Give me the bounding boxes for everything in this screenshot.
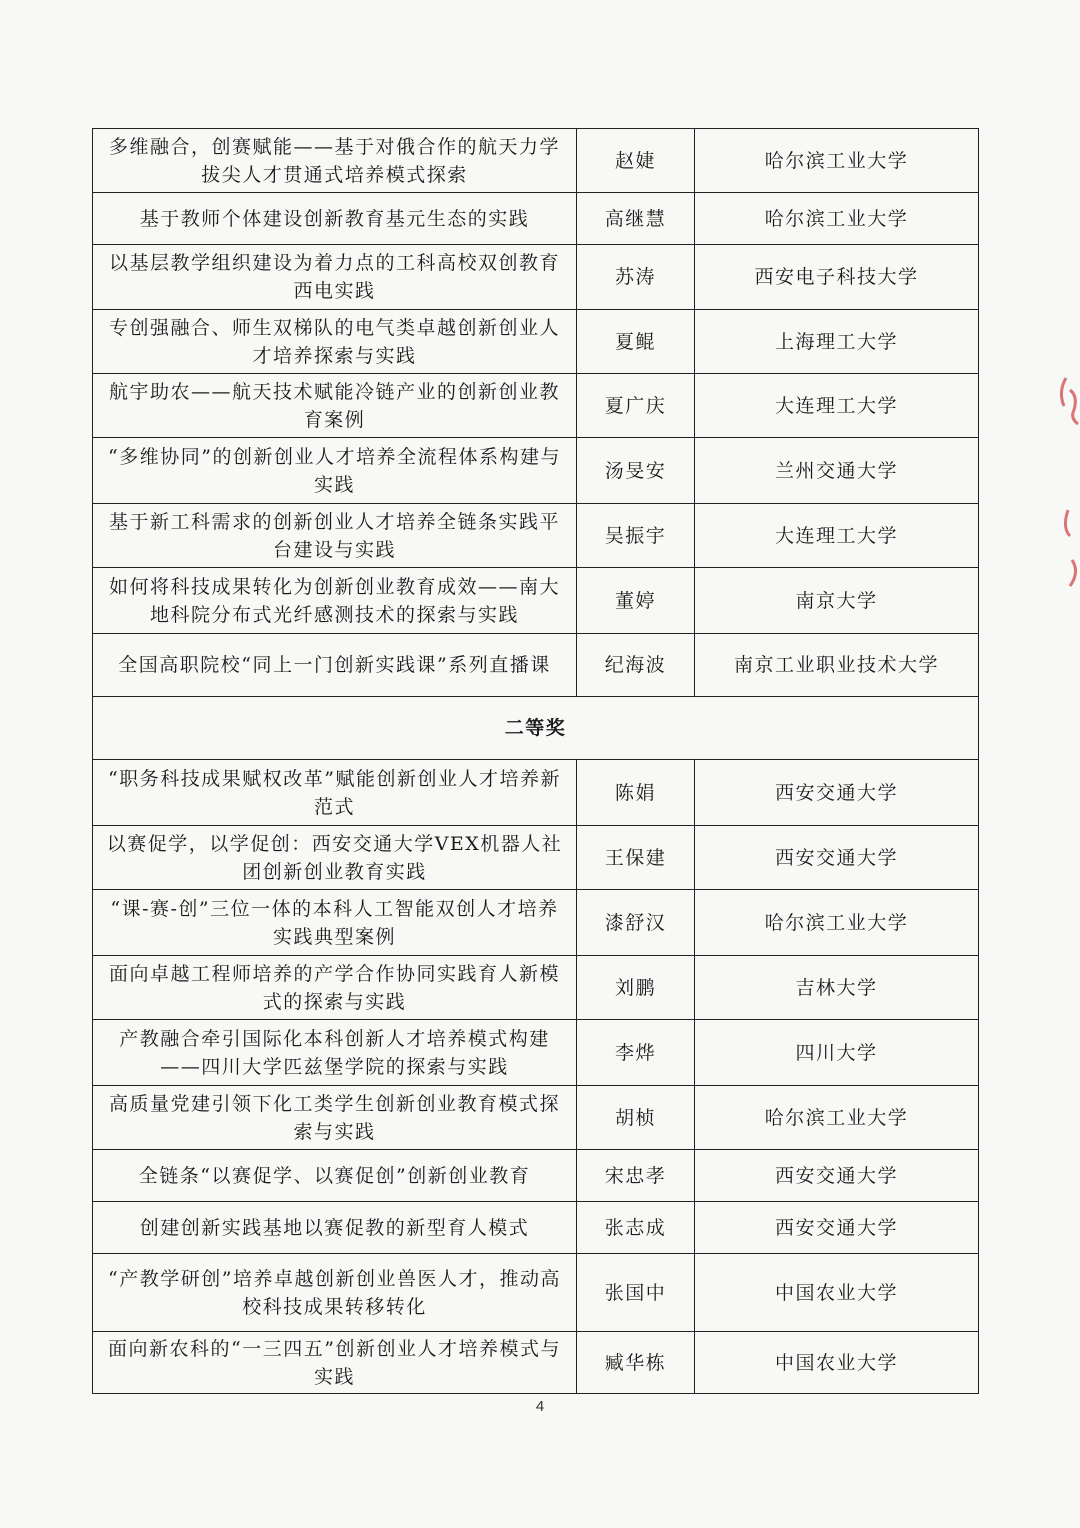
- person-name-cell: 刘鹏: [577, 956, 695, 1020]
- section-header-row: [93, 697, 979, 760]
- page-number: 4: [535, 1398, 545, 1415]
- university-cell: 西安交通大学: [695, 760, 979, 826]
- project-title-cell: 面向新农科的“一三四五”创新创业人才培养模式与实践: [93, 1332, 577, 1394]
- university-cell: 哈尔滨工业大学: [695, 890, 979, 956]
- project-title-cell: “产教学研创”培养卓越创新创业兽医人才，推动高校科技成果转移转化: [93, 1254, 577, 1332]
- project-title-cell: 创建创新实践基地以赛促教的新型育人模式: [93, 1202, 577, 1254]
- university-cell: 西安电子科技大学: [695, 245, 979, 310]
- person-name-cell: 王保建: [577, 826, 695, 890]
- person-name-cell: 赵婕: [577, 129, 695, 193]
- table-row: [93, 193, 979, 245]
- table-row: [93, 1332, 979, 1394]
- project-title-cell: 航宇助农——航天技术赋能冷链产业的创新创业教育案例: [93, 374, 577, 438]
- project-title-cell: 全链条“以赛促学、以赛促创”创新创业教育: [93, 1150, 577, 1202]
- project-title-cell: “多维协同”的创新创业人才培养全流程体系构建与实践: [93, 438, 577, 504]
- table-row: [93, 568, 979, 634]
- university-cell: 吉林大学: [695, 956, 979, 1020]
- person-name-cell: 宋忠孝: [577, 1150, 695, 1202]
- project-title-cell: 专创强融合、师生双梯队的电气类卓越创新创业人才培养探索与实践: [93, 310, 577, 374]
- project-title-cell: 以赛促学，以学促创：西安交通大学VEX机器人社团创新创业教育实践: [93, 826, 577, 890]
- project-title-cell: “课-赛-创”三位一体的本科人工智能双创人才培养实践典型案例: [93, 890, 577, 956]
- university-cell: 南京大学: [695, 568, 979, 634]
- project-title-cell: 产教融合牵引国际化本科创新人才培养模式构建——四川大学匹兹堡学院的探索与实践: [93, 1020, 577, 1086]
- project-title-cell: 面向卓越工程师培养的产学合作协同实践育人新模式的探索与实践: [93, 956, 577, 1020]
- person-name-cell: 苏涛: [577, 245, 695, 310]
- university-cell: 中国农业大学: [695, 1254, 979, 1332]
- person-name-cell: 董婷: [577, 568, 695, 634]
- table-row: [93, 1254, 979, 1332]
- university-cell: 西安交通大学: [695, 1202, 979, 1254]
- university-cell: 中国农业大学: [695, 1332, 979, 1394]
- person-name-cell: 张志成: [577, 1202, 695, 1254]
- table-row: [93, 129, 979, 193]
- table-row: [93, 760, 979, 826]
- person-name-cell: 臧华栋: [577, 1332, 695, 1394]
- project-title-cell: 多维融合，创赛赋能——基于对俄合作的航天力学拔尖人才贯通式培养模式探索: [93, 129, 577, 193]
- table-row: [93, 1086, 979, 1150]
- seal-stamp-fragment: [1040, 360, 1080, 600]
- person-name-cell: 陈娟: [577, 760, 695, 826]
- project-title-cell: 高质量党建引领下化工类学生创新创业教育模式探索与实践: [93, 1086, 577, 1150]
- person-name-cell: 李烨: [577, 1020, 695, 1086]
- project-title-cell: 以基层教学组织建设为着力点的工科高校双创教育西电实践: [93, 245, 577, 310]
- university-cell: 大连理工大学: [695, 374, 979, 438]
- project-title-cell: 基于教师个体建设创新教育基元生态的实践: [93, 193, 577, 245]
- university-cell: 兰州交通大学: [695, 438, 979, 504]
- university-cell: 哈尔滨工业大学: [695, 1086, 979, 1150]
- table-row: [93, 245, 979, 310]
- awards-table-body: [93, 129, 979, 1394]
- person-name-cell: 漆舒汉: [577, 890, 695, 956]
- project-title-cell: 基于新工科需求的创新创业人才培养全链条实践平台建设与实践: [93, 504, 577, 568]
- awards-table: [92, 128, 979, 1394]
- person-name-cell: 夏广庆: [577, 374, 695, 438]
- person-name-cell: 吴振宇: [577, 504, 695, 568]
- table-row: [93, 1020, 979, 1086]
- project-title-cell: 全国高职院校“同上一门创新实践课”系列直播课: [93, 634, 577, 697]
- section-title: 二等奖: [93, 697, 979, 760]
- university-cell: 西安交通大学: [695, 826, 979, 890]
- table-row: [93, 634, 979, 697]
- table-row: [93, 1202, 979, 1254]
- table-row: [93, 956, 979, 1020]
- person-name-cell: 夏鲲: [577, 310, 695, 374]
- university-cell: 大连理工大学: [695, 504, 979, 568]
- table-row: [93, 826, 979, 890]
- university-cell: 上海理工大学: [695, 310, 979, 374]
- university-cell: 哈尔滨工业大学: [695, 193, 979, 245]
- person-name-cell: 胡桢: [577, 1086, 695, 1150]
- table-row: [93, 374, 979, 438]
- table-row: [93, 1150, 979, 1202]
- project-title-cell: “职务科技成果赋权改革”赋能创新创业人才培养新范式: [93, 760, 577, 826]
- university-cell: 南京工业职业技术大学: [695, 634, 979, 697]
- person-name-cell: 高继慧: [577, 193, 695, 245]
- person-name-cell: 张国中: [577, 1254, 695, 1332]
- table-row: [93, 310, 979, 374]
- university-cell: 哈尔滨工业大学: [695, 129, 979, 193]
- table-row: [93, 504, 979, 568]
- university-cell: 西安交通大学: [695, 1150, 979, 1202]
- project-title-cell: 如何将科技成果转化为创新创业教育成效——南大地科院分布式光纤感测技术的探索与实践: [93, 568, 577, 634]
- person-name-cell: 汤旻安: [577, 438, 695, 504]
- university-cell: 四川大学: [695, 1020, 979, 1086]
- person-name-cell: 纪海波: [577, 634, 695, 697]
- table-row: [93, 438, 979, 504]
- table-row: [93, 890, 979, 956]
